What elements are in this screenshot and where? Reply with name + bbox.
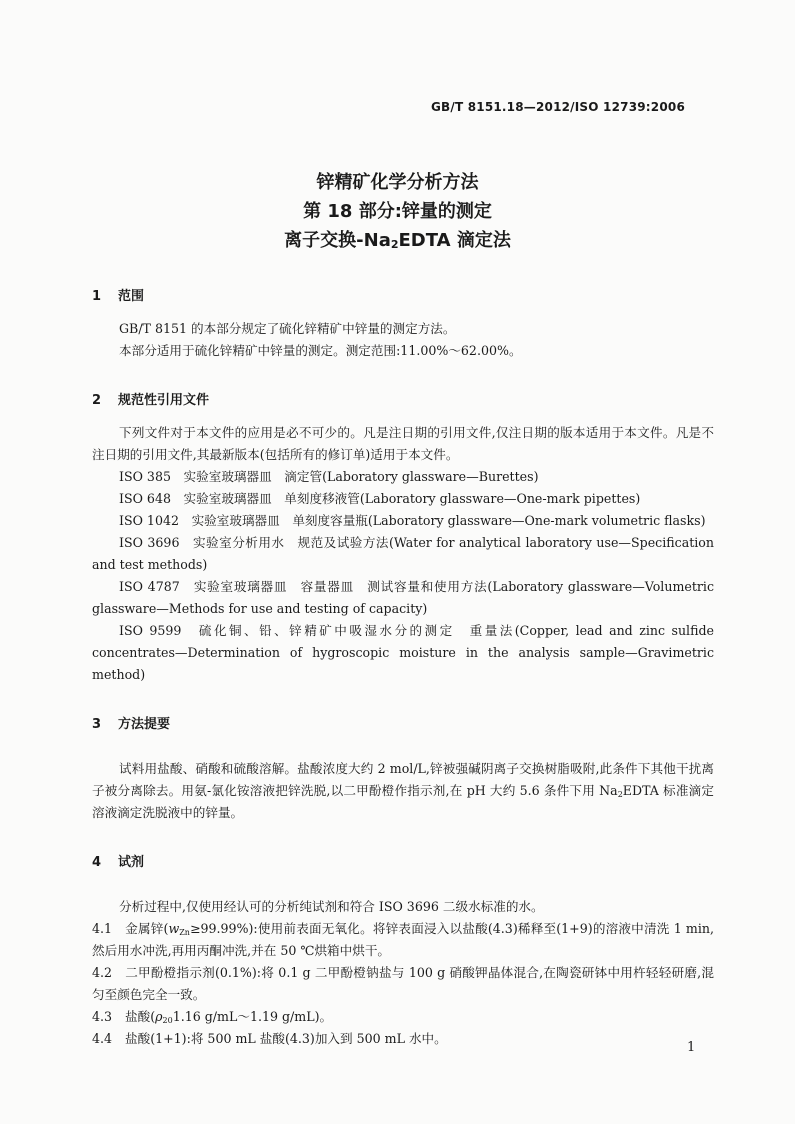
clause-4-1: 4.1 金属锌$(w_{Zn}\ge 99.99\%)$:使用前表面无氧化。将锌表面浸入以盐酸(4.3)稀释至(1+9)的溶液中清洗 1 min,然后用水冲洗,再用丙酮冲洗,并在 50 ℃烘箱中烘干。 — [92, 921, 714, 958]
method-summary-paragraph: 试料用盐酸、硝酸和硫酸溶解。盐酸浓度大约 2 mol/L,锌被强碱阴离子交换树脂吸附,此条件下其他干扰离子被分离除去。用氨-氯化铵溶液把锌洗脱,以二甲酚橙作指示剂,在 pH 大约 5.6 条件下用 $Na_2EDTA$ 标准滴定溶液滴定洗脱液中的锌量。 — [92, 761, 714, 820]
clause-4-2: 4.2 二甲酚橙指示剂(0.1%):将 0.1 g 二甲酚橙钠盐与 100 g 硝酸钾晶体混合,在陶瓷研钵中用杵轻轻研磨,混匀至颜色完全一致。 — [92, 965, 714, 1002]
section-heading-normative-references: 2 规范性引用文件 — [92, 393, 210, 408]
references-intro: 下列文件对于本文件的应用是必不可少的。凡是注日期的引用文件,仅注日期的版本适用于本文件。凡是不注日期的引用文件,其最新版本(包括所有的修订单)适用于本文件。 — [92, 425, 714, 462]
reference-item: ISO 648 实验室玻璃器皿 单刻度移液管(Laboratory glassware—One-mark pipettes) — [119, 491, 641, 506]
section-heading-scope: 1 范围 — [92, 289, 145, 304]
section-heading-method-summary: 3 方法提要 — [92, 717, 171, 732]
reference-item: ISO 385 实验室玻璃器皿 滴定管(Laboratory glassware—Burettes) — [119, 469, 539, 484]
clause-4-3: 4.3 盐酸($\rho_{20}1.16$ g/mL～1.19 g/mL)。 — [92, 1009, 333, 1025]
title-line-2: 第 18 部分:锌量的测定 — [303, 201, 492, 222]
document-body — [92, 286, 714, 1050]
document-title — [0, 168, 795, 255]
scope-paragraph-2: 本部分适用于硫化锌精矿中锌量的测定。测定范围:11.00%～62.00%。 — [119, 343, 522, 358]
section-heading-reagents: 4 试剂 — [92, 855, 145, 870]
reference-item: ISO 4787 实验室玻璃器皿 容量器皿 测试容量和使用方法(Laboratory glassware—Volumetric glassware—Methods for use and testing of capacity) — [92, 579, 714, 616]
clause-4-4: 4.4 盐酸(1+1):将 500 mL 盐酸(4.3)加入到 500 mL 水中。 — [92, 1031, 447, 1046]
reference-item: ISO 1042 实验室玻璃器皿 单刻度容量瓶(Laboratory glassware—One-mark volumetric flasks) — [119, 513, 706, 528]
title-line-1: 锌精矿化学分析方法 — [316, 172, 479, 193]
title-line-3: 离子交换$-Na_2EDTA$ 滴定法 — [284, 230, 511, 251]
scope-paragraph-1: GB/T 8151 的本部分规定了硫化锌精矿中锌量的测定方法。 — [119, 321, 456, 336]
reference-item: ISO 3696 实验室分析用水 规范及试验方法(Water for analytical laboratory use—Specification and test methods) — [92, 535, 714, 572]
standard-code: GB/T 8151.18—2012/ISO 12739:2006 — [430, 100, 685, 114]
reference-item: ISO 9599 硫化铜、铅、锌精矿中吸湿水分的测定 重量法(Copper, lead and zinc sulfide concentrates—Determination of hygroscopic moisture in the analysis sample—Gravimetric method) — [92, 623, 714, 682]
page-number: 1 — [687, 1040, 696, 1055]
reagents-intro: 分析过程中,仅使用经认可的分析纯试剂和符合 ISO 3696 二级水标准的水。 — [119, 899, 544, 914]
